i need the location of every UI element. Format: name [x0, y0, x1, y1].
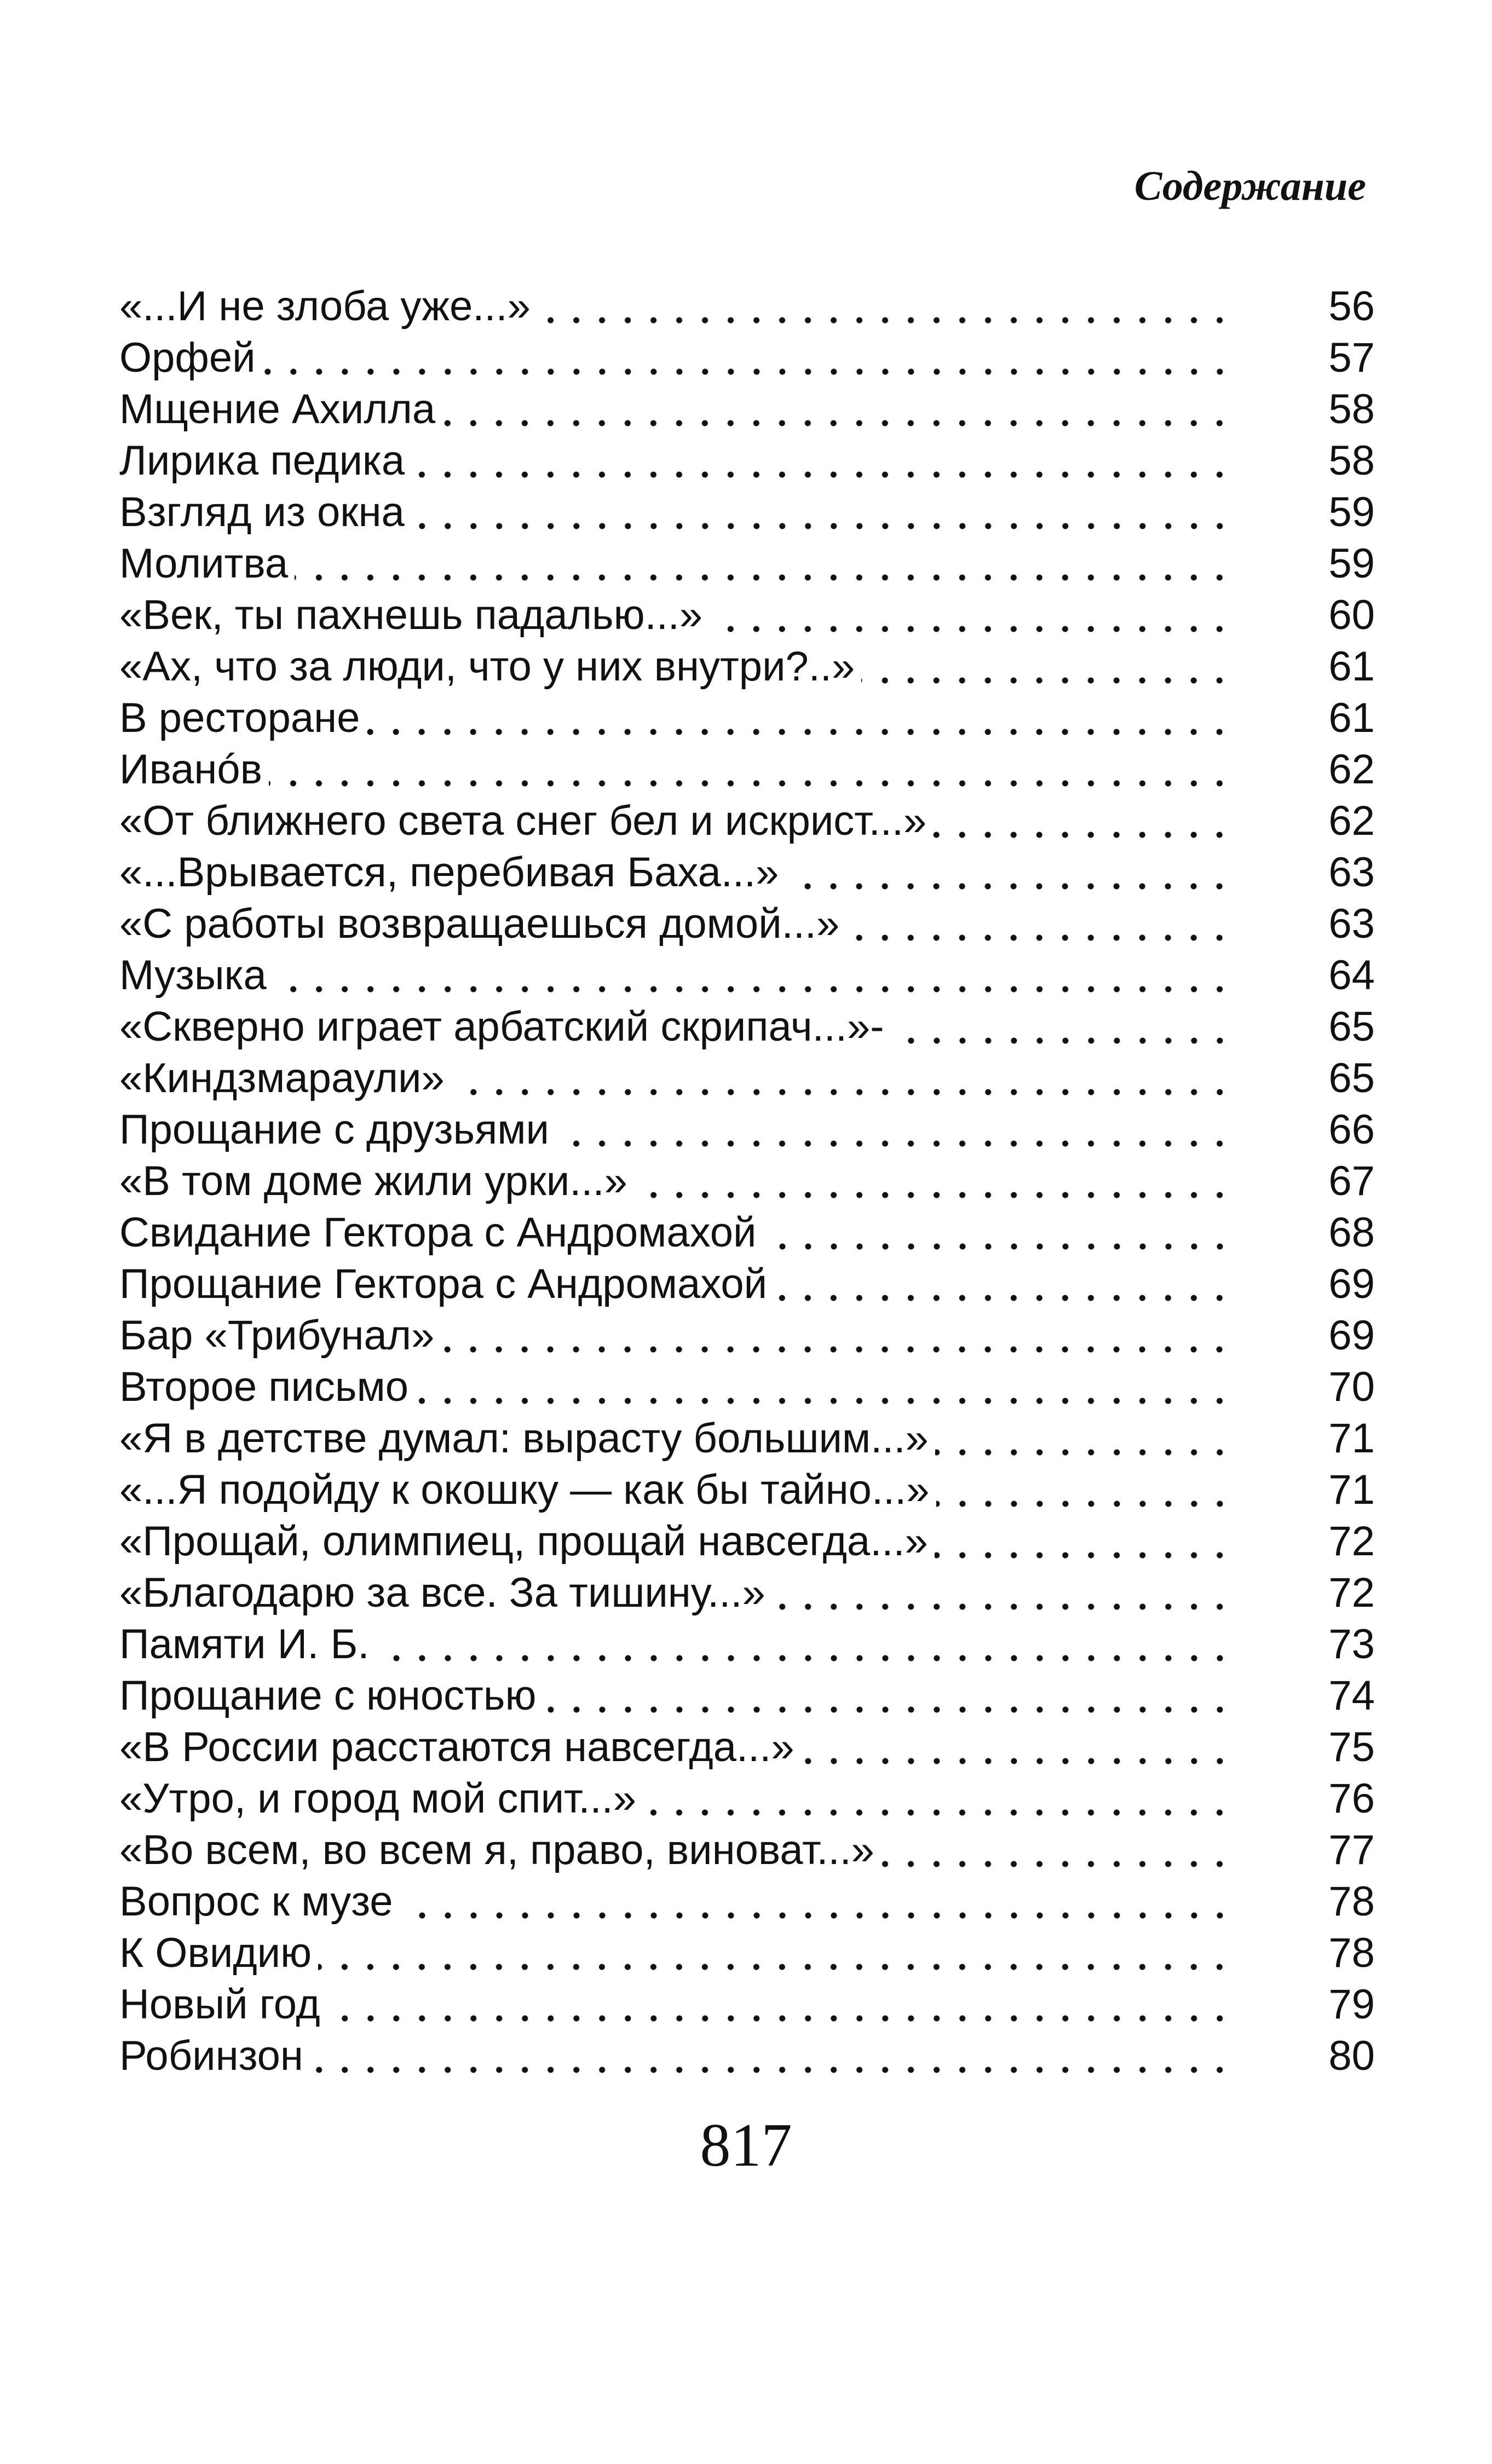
toc-entry-title: «Я в детстве думал: вырасту большим...» [119, 1415, 929, 1462]
toc-entry-title: Свидание Гектора с Андромахой [119, 1209, 757, 1256]
dot-leader [295, 538, 1232, 590]
toc-entry-title: К Овидию [119, 1930, 312, 1976]
dot-leader [366, 693, 1232, 744]
toc-entry-page: 62 [1328, 798, 1375, 844]
toc-entry [119, 1156, 1375, 1207]
toc-entry-page: 62 [1328, 746, 1375, 793]
toc-entry [119, 1361, 1375, 1413]
toc-entry-page: 71 [1328, 1467, 1375, 1513]
dot-leader [634, 1156, 1232, 1207]
toc-entry-title: В ресторане [119, 695, 360, 741]
toc-entry [119, 281, 1375, 332]
page-number: 817 [700, 2111, 792, 2179]
toc-entry [119, 1516, 1375, 1567]
toc-entry-title: «...Врывается, перебивая Баха...» [119, 849, 779, 896]
dot-leader [774, 1259, 1232, 1310]
toc-entry-page: 79 [1328, 1981, 1375, 2028]
toc-entry [119, 1567, 1375, 1619]
toc-entry-page: 71 [1328, 1415, 1375, 1462]
toc-entry [119, 1670, 1375, 1722]
toc-entry-title: Иванóв [119, 746, 263, 793]
toc-entry-page: 56 [1328, 283, 1375, 330]
dot-leader [556, 1104, 1232, 1156]
toc-entry-page: 63 [1328, 849, 1375, 896]
toc-entry-title: «Утро, и город мой спит...» [119, 1775, 637, 1822]
dot-leader [376, 1619, 1232, 1670]
dot-leader [262, 332, 1232, 384]
toc-entry [119, 1464, 1375, 1516]
toc-entry [119, 435, 1375, 487]
dot-leader [411, 435, 1232, 487]
toc-entry-page: 68 [1328, 1209, 1375, 1256]
dot-leader [935, 1413, 1232, 1464]
toc-entry-page: 66 [1328, 1106, 1375, 1153]
toc-entry-page: 78 [1328, 1878, 1375, 1925]
toc-entry-page: 60 [1328, 592, 1375, 638]
toc-entry-title: Второе письмо [119, 1364, 409, 1410]
toc-entry [119, 1928, 1375, 1979]
dot-leader [327, 1979, 1232, 2030]
toc-entry-title: Лирика педика [119, 437, 405, 484]
dot-leader [763, 1207, 1233, 1259]
toc-entry-page: 73 [1328, 1621, 1375, 1667]
dot-leader [861, 641, 1232, 693]
toc-entry [119, 332, 1375, 384]
dot-leader [936, 1464, 1232, 1516]
running-title: Содержание [1134, 163, 1366, 209]
dot-leader [273, 950, 1232, 1001]
toc-entry [119, 1876, 1375, 1928]
toc-entry [119, 1207, 1375, 1259]
toc-entry-page: 58 [1328, 437, 1375, 484]
toc-entry [119, 1259, 1375, 1310]
toc-entry-title: «...И не злоба уже...» [119, 283, 531, 330]
toc-entry-title: Молитва [119, 540, 289, 587]
toc-entry-page: 75 [1328, 1724, 1375, 1770]
toc-entry-page: 65 [1328, 1003, 1375, 1050]
dot-leader [543, 1670, 1232, 1722]
dot-leader [772, 1567, 1232, 1619]
toc-entry-title: Мщение Ахилла [119, 386, 436, 432]
dot-leader [846, 898, 1232, 950]
dot-leader [785, 847, 1232, 898]
toc-entry-title: «Прощай, олимпиец, прощай навсегда...» [119, 1518, 928, 1565]
toc-entry [119, 1619, 1375, 1670]
toc-entry-page: 67 [1328, 1158, 1375, 1204]
toc-entry-title: Вопрос к музе [119, 1878, 393, 1925]
toc-entry-title: «Скверно играет арбатский скрипач...»- [119, 1003, 884, 1050]
toc-entry-title: Прощание с друзьями [119, 1106, 549, 1153]
dot-leader [537, 281, 1232, 332]
toc-entry-page: 72 [1328, 1518, 1375, 1565]
toc-entry-page: 58 [1328, 386, 1375, 432]
toc-entry-title: Робинзон [119, 2033, 303, 2079]
toc-entry-title: «Во всем, во всем я, право, виноват...» [119, 1827, 874, 1873]
toc-entry [119, 641, 1375, 693]
dot-leader [318, 1928, 1232, 1979]
toc-entry-title: «Век, ты пахнешь падалью...» [119, 592, 703, 638]
toc-entry [119, 1979, 1375, 2030]
toc-entry-title: «В России расстаются навсегда...» [119, 1724, 794, 1770]
toc-entry-title: Орфей [119, 334, 256, 381]
dot-leader [451, 1053, 1232, 1104]
toc-entry-title: Прощание Гектора с Андромахой [119, 1261, 768, 1307]
toc-entry-title: «Ах, что за люди, что у них внутри?..» [119, 643, 855, 690]
toc-entry-title: «С работы возвращаешься домой...» [119, 901, 840, 947]
toc-entry [119, 693, 1375, 744]
toc-entry [119, 1104, 1375, 1156]
dot-leader [891, 1001, 1232, 1053]
toc-entry [119, 847, 1375, 898]
dot-leader [411, 487, 1232, 538]
toc-entry-page: 77 [1328, 1827, 1375, 1873]
toc-entry-title: Прощание с юностью [119, 1672, 537, 1719]
toc-entry-page: 59 [1328, 489, 1375, 535]
toc-entry [119, 2030, 1375, 2082]
toc-entry [119, 950, 1375, 1001]
toc-entry [119, 744, 1375, 795]
toc-entry-page: 78 [1328, 1930, 1375, 1976]
toc-entry [119, 487, 1375, 538]
dot-leader [442, 384, 1232, 435]
toc-entry-page: 74 [1328, 1672, 1375, 1719]
toc-entry-title: «В том доме жили урки...» [119, 1158, 627, 1204]
toc-entry [119, 1310, 1375, 1361]
toc-entry-title: Бар «Трибунал» [119, 1312, 435, 1359]
toc-entry-title: Взгляд из окна [119, 489, 405, 535]
toc-entry-page: 69 [1328, 1312, 1375, 1359]
toc-entry-page: 64 [1328, 952, 1375, 999]
toc-entry-page: 72 [1328, 1569, 1375, 1616]
toc-entry-page: 70 [1328, 1364, 1375, 1410]
toc-entry [119, 1053, 1375, 1104]
table-of-contents [119, 281, 1375, 2082]
toc-entry-page: 61 [1328, 643, 1375, 690]
toc-entry-page: 65 [1328, 1055, 1375, 1101]
toc-entry [119, 538, 1375, 590]
toc-entry [119, 1722, 1375, 1773]
dot-leader [935, 1516, 1232, 1567]
toc-entry-title: «...Я подойду к окошку — как бы тайно...» [119, 1467, 930, 1513]
toc-entry-title: «От ближнего света снег бел и искрист...» [119, 798, 927, 844]
dot-leader [709, 590, 1232, 641]
toc-entry-page: 76 [1328, 1775, 1375, 1822]
toc-entry [119, 1001, 1375, 1053]
toc-entry [119, 1825, 1375, 1876]
toc-entry-title: Новый год [119, 1981, 320, 2028]
toc-entry [119, 795, 1375, 847]
toc-entry-page: 59 [1328, 540, 1375, 587]
dot-leader [441, 1310, 1232, 1361]
toc-entry-page: 63 [1328, 901, 1375, 947]
toc-entry-page: 61 [1328, 695, 1375, 741]
toc-entry-page: 57 [1328, 334, 1375, 381]
toc-entry [119, 898, 1375, 950]
dot-leader [881, 1825, 1232, 1876]
dot-leader [310, 2030, 1232, 2082]
dot-leader [269, 744, 1232, 795]
toc-entry [119, 1773, 1375, 1825]
dot-leader [415, 1361, 1232, 1413]
toc-entry-page: 69 [1328, 1261, 1375, 1307]
toc-entry-title: Памяти И. Б. [119, 1621, 370, 1667]
toc-entry-title: «Благодарю за все. За тишину...» [119, 1569, 765, 1616]
toc-entry-title: Музыка [119, 952, 267, 999]
dot-leader [643, 1773, 1232, 1825]
dot-leader [400, 1876, 1233, 1928]
dot-leader [933, 795, 1232, 847]
toc-entry-page: 80 [1328, 2033, 1375, 2079]
toc-entry [119, 1413, 1375, 1464]
toc-entry [119, 590, 1375, 641]
toc-entry [119, 384, 1375, 435]
toc-entry-title: «Киндзмараули» [119, 1055, 445, 1101]
dot-leader [801, 1722, 1232, 1773]
